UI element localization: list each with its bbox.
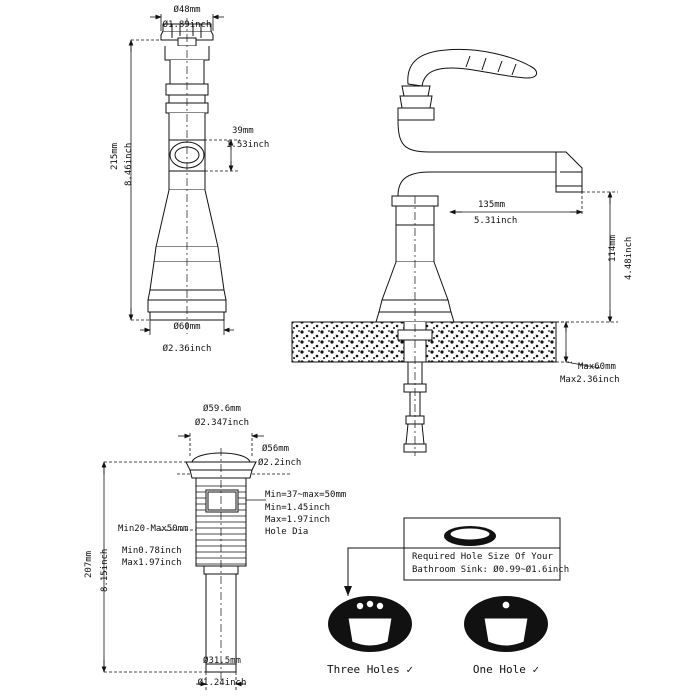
faucet-side-geometry	[148, 18, 226, 334]
side-base-dia-mm: Ø60mm	[173, 322, 201, 332]
front-spout-height-mm: 114mm	[608, 234, 618, 262]
drain-flange-dia-mm: Ø56mm	[262, 444, 290, 454]
front-spout-height-in: 4.48inch	[624, 236, 634, 280]
drain-hole-dia-mm: Min=37~max=50mm	[265, 490, 347, 500]
drain-thread-range-max-in: Max1.97inch	[122, 558, 182, 568]
front-reach-mm: 135mm	[478, 200, 506, 210]
one-hole-label: One Hole ✓	[472, 663, 540, 676]
side-height-mm: 215mm	[110, 142, 120, 170]
drain-tail-dia-in: Ø1.24inch	[197, 678, 247, 688]
drain-thread-range-min-in: Min0.78inch	[122, 546, 182, 556]
deck-max-mm: Max60mm	[578, 362, 616, 372]
drain-cap-dia-in: Ø2.347inch	[194, 418, 250, 428]
side-base-dia-in: Ø2.36inch	[162, 344, 212, 354]
deck-max-in: Max2.36inch	[560, 375, 620, 385]
sink-hole-note-line1: Required Hole Size Of Your	[412, 552, 553, 562]
faucet-front-geometry	[292, 49, 582, 456]
drain-hole-dia-max-in: Max=1.97inch	[265, 515, 331, 525]
drain-hole-dia-caption: Hole Dia	[265, 527, 309, 537]
sink-hole-note-line2: Bathroom Sink: Ø0.99~Ø1.6inch	[412, 565, 570, 575]
drain-flange-dia-in: Ø2.2inch	[258, 458, 302, 468]
one-hole-sink-icon	[464, 596, 548, 652]
front-reach-in: 5.31inch	[474, 216, 518, 226]
side-top-dia-in: Ø1.89inch	[162, 20, 212, 30]
drain-hole-dia-min-in: Min=1.45inch	[265, 503, 331, 513]
drain-geometry	[186, 448, 256, 686]
three-holes-sink-icon	[328, 596, 412, 652]
side-handle-w-in: 1.53inch	[226, 140, 270, 150]
drain-tail-dia-mm: Ø31.5mm	[203, 656, 241, 666]
drain-thread-range-mm: Min20-Max50mm	[118, 524, 189, 534]
side-height-in: 8.46inch	[124, 142, 134, 186]
three-holes-label: Three Holes ✓	[326, 663, 414, 676]
side-top-dia-mm: Ø48mm	[173, 5, 201, 15]
drain-height-in: 8.15inch	[100, 548, 110, 592]
drain-height-mm: 207mm	[84, 550, 94, 578]
drain-cap-dia-mm: Ø59.6mm	[203, 404, 241, 414]
side-handle-w-mm: 39mm	[232, 126, 254, 136]
